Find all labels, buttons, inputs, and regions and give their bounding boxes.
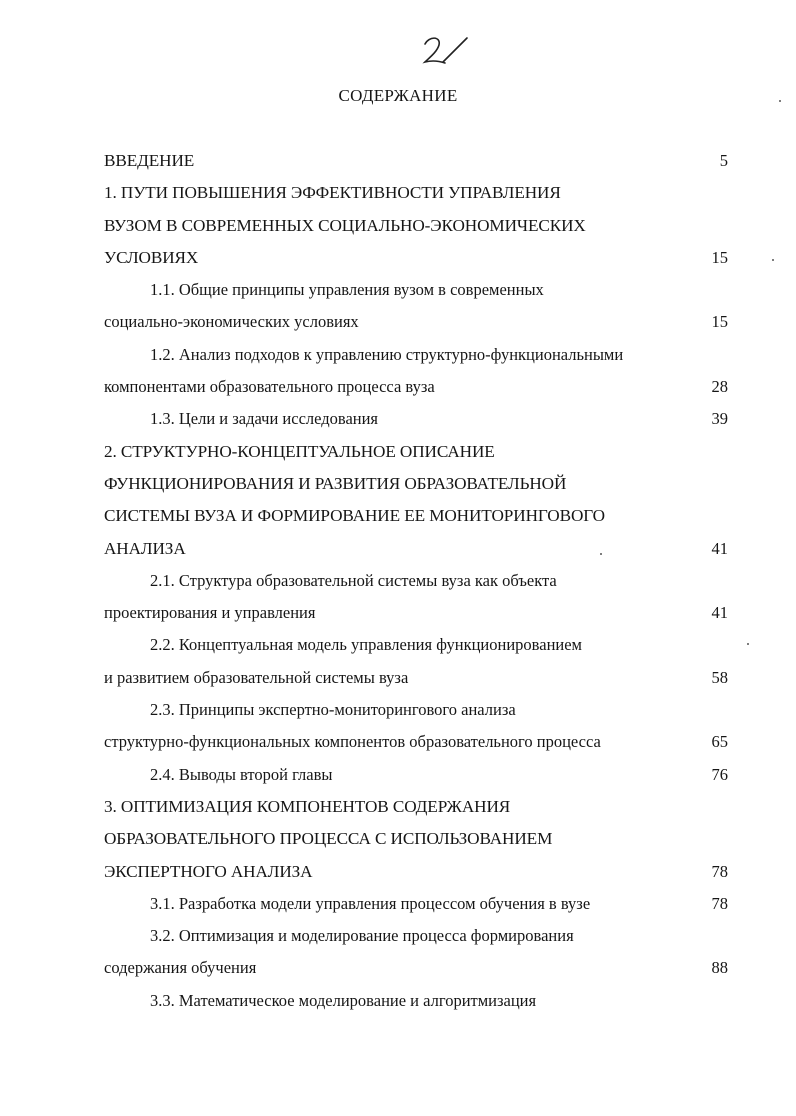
toc-line: 2.4. Выводы второй главы [150,764,333,784]
toc-line: 3.2. Оптимизация и моделирование процесса формирования [150,926,574,946]
scan-speck [772,259,774,261]
toc-line: СИСТЕМЫ ВУЗА И ФОРМИРОВАНИЕ ЕЕ МОНИТОРИНГОВОГО [104,506,605,526]
toc-entry-section-1-3 [104,403,728,435]
toc-page-number: 41 [711,538,728,558]
toc-line: 2. СТРУКТУРНО-КОНЦЕПТУАЛЬНОЕ ОПИСАНИЕ [104,441,495,461]
toc-line: ВВЕДЕНИЕ [104,151,195,170]
toc-page-number: 15 [711,247,728,267]
toc-line: 1. ПУТИ ПОВЫШЕНИЯ ЭФФЕКТИВНОСТИ УПРАВЛЕНИЯ [104,183,561,203]
toc-line: 2.1. Структура образовательной системы вуза как объекта [150,570,557,590]
toc-entry-section-2-2 [104,629,728,694]
toc-page-number: 65 [711,732,728,752]
toc-page-number: 5 [719,151,728,170]
toc-line: 2.3. Принципы экспертно-мониторингового анализа [150,700,516,720]
toc-line: проектирования и управления [104,603,316,623]
toc-entry-section-3-2 [104,920,728,985]
toc-page-number: 15 [711,312,728,332]
scan-speck [779,100,781,102]
toc-entry-section-2-3 [104,694,728,759]
toc-line: 2.2. Концептуальная модель управления функционированием [150,635,582,655]
toc-line: структурно-функциональных компонентов образовательного процесса [104,732,601,752]
toc-entry-chapter-3 [104,791,728,888]
toc-page-number: 39 [711,409,728,429]
toc-line: 1.3. Цели и задачи исследования [150,409,379,429]
handwritten-page-number-drawing [415,30,475,70]
toc-entry-section-1-2 [104,339,728,404]
toc-entry-chapter-1 [104,177,728,274]
toc-line: ВУЗОМ В СОВРЕМЕННЫХ СОЦИАЛЬНО-ЭКОНОМИЧЕСКИХ [104,215,586,235]
toc-line: ФУНКЦИОНИРОВАНИЯ И РАЗВИТИЯ ОБРАЗОВАТЕЛЬНОЙ [104,473,567,493]
toc-entry-section-2-4 [104,759,728,791]
toc-line: и развитием образовательной системы вуза [104,667,409,687]
toc-entry-section-1-1 [104,274,728,339]
toc-line: ОБРАЗОВАТЕЛЬНОГО ПРОЦЕССА С ИСПОЛЬЗОВАНИЕМ [104,829,553,849]
toc-page-number: 78 [711,861,728,881]
toc-page-number: 78 [711,893,728,913]
page-title: СОДЕРЖАНИЕ [338,86,458,105]
scan-speck [747,643,749,645]
toc-entry-section-3-3 [104,985,728,1017]
toc-line: содержания обучения [104,958,257,978]
scan-speck [600,553,602,555]
toc-line: 3. ОПТИМИЗАЦИЯ КОМПОНЕНТОВ СОДЕРЖАНИЯ [104,796,511,816]
toc-page-number: 58 [711,667,728,687]
toc-page-number: 41 [711,603,728,623]
toc-entry-section-3-1 [104,888,728,920]
toc-line: 1.1. Общие принципы управления вузом в современных [150,280,544,300]
toc-line: 1.2. Анализ подходов к управлению структурно-функциональными [150,344,624,364]
toc-line: 3.3. Математическое моделирование и алгоритмизация [150,990,537,1010]
table-of-contents [104,145,728,1017]
toc-line: компонентами образовательного процесса вуза [104,377,435,397]
toc-line: АНАЛИЗА [104,538,186,558]
toc-page-number: 28 [711,377,728,397]
toc-page-number: 88 [711,958,728,978]
handwritten-page-number [415,30,475,70]
toc-entry-chapter-2 [104,436,728,565]
toc-line: ЭКСПЕРТНОГО АНАЛИЗА [104,861,313,881]
toc-page-number: 76 [711,764,728,784]
toc-line: УСЛОВИЯХ [104,247,199,267]
toc-line: 3.1. Разработка модели управления процессом обучения в вузе [150,893,591,913]
toc-entry-introduction [104,145,728,177]
toc-line: социально-экономических условиях [104,312,359,332]
toc-entry-section-2-1 [104,565,728,630]
